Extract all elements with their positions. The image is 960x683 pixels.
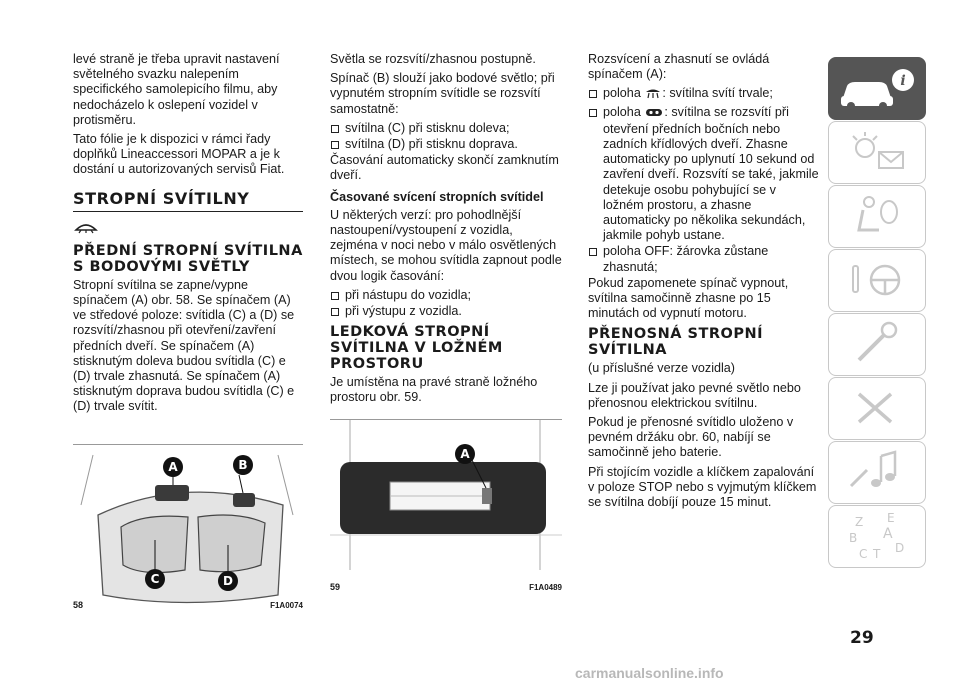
watermark: carmanualsonline.info [575, 665, 724, 681]
index-letter: E [887, 511, 895, 525]
index-letter: A [883, 526, 893, 542]
door-light-icon [645, 107, 663, 122]
bullet-square-icon [589, 109, 597, 117]
list-item: poloha : svítilna se rozsvítí při otevření předních bočních nebo zadních křídlových dveří. Zhasne automaticky po uplynutí 10 sekund od zavření dveří. Rozsvítí se také, jakmile detekuje osobu pohybující se v ložném prostoru, a zhasne automaticky po několika sekundách, jakmile pohyb ustane. [588, 105, 820, 244]
steering-wheel-key-icon [829, 250, 925, 311]
section-heading: STROPNÍ SVÍTILNY [73, 188, 250, 208]
paragraph: Rozsvícení a zhasnutí se ovládá spínačem (A): [588, 52, 770, 82]
callout-a: A [163, 457, 183, 477]
roof-light-illustration [73, 445, 303, 610]
page-number: 29 [850, 628, 874, 648]
index-letter: D [895, 541, 905, 555]
index-letter: C [859, 547, 868, 561]
section-heading: PŘENOSNÁ STROPNÍ SVÍTILNA [588, 326, 763, 359]
callout-a: A [455, 444, 475, 464]
chapter-tabs [828, 57, 924, 632]
column-3 [588, 52, 820, 514]
light-on-icon [645, 88, 661, 103]
paragraph: Světla se rozsvítí/zhasnou postupně. [330, 52, 536, 66]
list-item: při výstupu z vozidla. [330, 304, 562, 319]
figure-58 [73, 444, 303, 610]
heading-rule [73, 211, 303, 212]
warning-lights-icon [829, 122, 925, 183]
music-note-icon [829, 442, 925, 503]
index-letter: B [849, 531, 858, 545]
paragraph: U některých verzí: pro pohodlnější nastoupení/vystoupení z vozidla, zejména v noci nebo v málo osvětlených místech, se mohou svítidla zapnout podle dvou logik časování: [330, 207, 562, 283]
callout-d: D [218, 571, 238, 591]
paragraph: Pokud je přenosné svítidlo uloženo v pevném držáku obr. 60, nabíjí se samočinně jeho baterie. [588, 415, 794, 460]
column-1 [73, 52, 303, 419]
bullet-square-icon [331, 308, 339, 316]
tab-warning-lights[interactable] [828, 121, 926, 184]
list-item: poloha OFF: žárovka zůstane zhasnutá; [588, 244, 820, 274]
paragraph: Stropní svítilna se zapne/vypne spínačem (A) obr. 58. Se spínačem (A) ve středové poloze: svítidla (C) a (D) se rozsvítí/zhasnou při otevření/zavření předních dveří. Se spínačem (A) stisknutým doleva budou svítidla (C) e (D) trvale zhasnutá. Se spínačem (A) stisknutým doprava budou svítidla (C) e (D) trvale svítit. [73, 277, 295, 414]
tab-car-info[interactable] [828, 57, 926, 120]
tools-icon [829, 378, 925, 439]
paragraph: Spínač (B) slouží jako bodové světlo; při vypnutém stropním svítidle se rozsvítí samostatně: [330, 71, 555, 116]
bullet-square-icon [331, 141, 339, 149]
list-item: svítilna (D) při stisknu doprava. [330, 137, 562, 152]
subsection-heading: PŘEDNÍ STROPNÍ SVÍTILNA S BODOVÝMI SVĚTLY [73, 242, 303, 275]
figure-code: F1A0489 [529, 583, 562, 592]
bullet-square-icon [589, 90, 597, 98]
figure-number: 59 [330, 582, 341, 592]
list-item: svítilna (C) při stisknu doleva; [330, 121, 562, 136]
index-letter: T [873, 547, 881, 561]
tab-starting-driving[interactable] [828, 249, 926, 312]
paragraph: levé straně je třeba upravit nastavení světelného svazku nalepením specifického samolepicího filmu, aby nedocházelo k oslepení vozidel v protisměru. [73, 52, 280, 127]
bullet-square-icon [331, 292, 339, 300]
paragraph: Časování automaticky skončí zamknutím dveří. [330, 153, 559, 183]
paragraph: Tato fólie je k dispozici v rámci řady doplňků Lineaccessori MOPAR a je k dostání u autorizovaných servisů Fiat. [73, 132, 285, 177]
car-info-icon [829, 58, 925, 119]
list-item: poloha : svítilna svítí trvale; [588, 86, 820, 103]
tab-maintenance[interactable] [828, 377, 926, 440]
figure-59 [330, 419, 562, 592]
paragraph: Pokud zapomenete spínač vypnout, svítilna samočinně zhasne po 15 minutách od vypnutí motoru. [588, 275, 789, 321]
callout-b: B [233, 455, 253, 475]
list-item: při nástupu do vozidla; [330, 288, 562, 303]
index-letter: Z [855, 515, 864, 529]
tab-safety[interactable] [828, 185, 926, 248]
tab-emergency[interactable] [828, 313, 926, 376]
section-heading: LEDKOVÁ STROPNÍ SVÍTILNA V LOŽNÉM PROSTORU [330, 324, 503, 373]
paragraph: Lze ji používat jako pevné světlo nebo přenosnou elektrickou svítilnu. [588, 380, 801, 410]
callout-c: C [145, 569, 165, 589]
cargo-led-light-illustration [330, 420, 562, 592]
bullet-square-icon [331, 125, 339, 133]
subsection-heading: Časované svícení stropních svítidel [330, 189, 544, 204]
index-letters-icon [829, 506, 925, 567]
tab-index[interactable] [828, 505, 926, 568]
paragraph: Při stojícím vozidle a klíčkem zapalování v poloze STOP nebo s vyjmutým klíčkem se svítilna dobíjí pouze 15 minut. [588, 464, 817, 510]
bullet-square-icon [589, 248, 597, 256]
wrench-icon [829, 314, 925, 375]
column-2 [330, 52, 562, 410]
interior-light-icon [73, 218, 303, 238]
tab-multimedia[interactable] [828, 441, 926, 504]
paragraph: Je umístěna na pravé straně ložného prostoru obr. 59. [330, 375, 538, 405]
paragraph: (u příslušné verze vozidla) [588, 361, 735, 376]
svg-text:i: i [900, 73, 906, 89]
airbag-seat-icon [829, 186, 925, 247]
figure-number: 58 [73, 600, 84, 610]
figure-code: F1A0074 [270, 601, 303, 610]
